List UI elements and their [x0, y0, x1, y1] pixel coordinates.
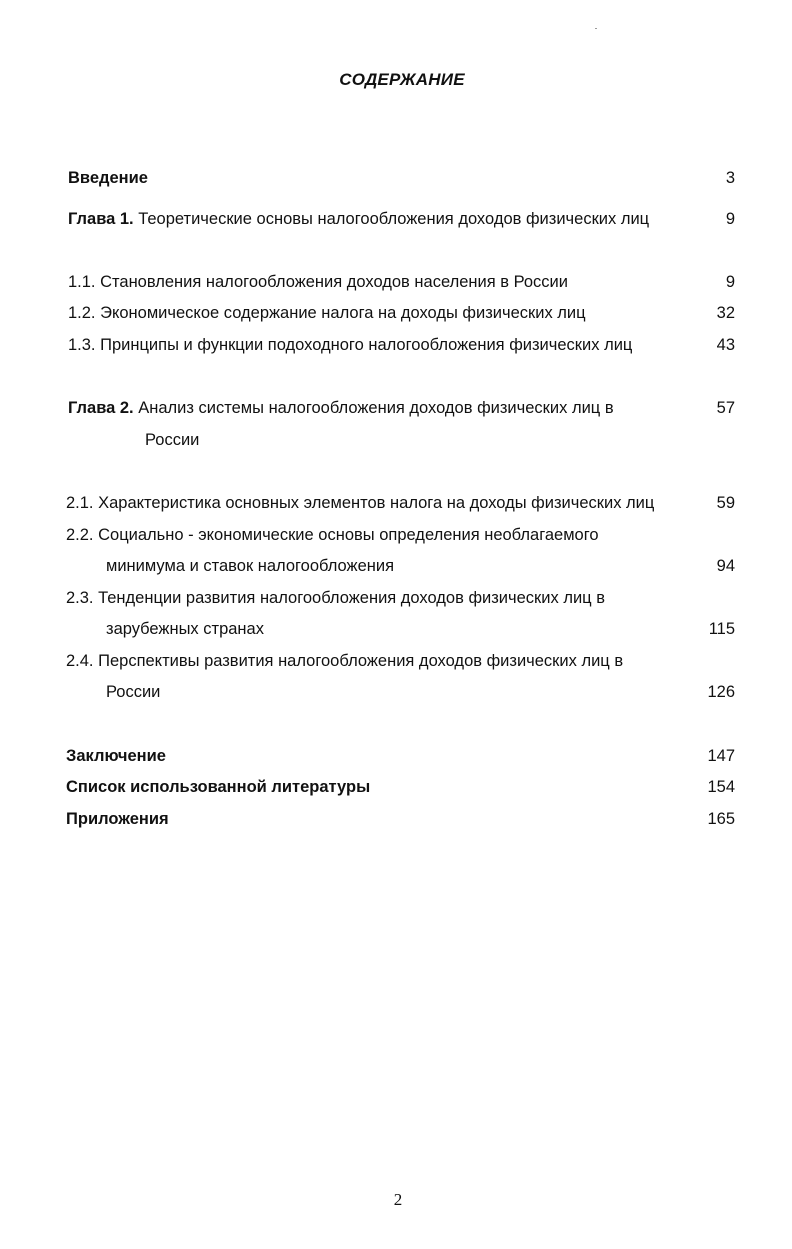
toc-entry-1-3 — [0, 333, 792, 357]
toc-entry-2-4-cont — [0, 680, 792, 704]
entry-text: зарубежных странах — [106, 620, 264, 638]
entry-page: 43 — [716, 336, 735, 354]
toc-entry-2-3-cont — [0, 617, 792, 641]
entry-page: 165 — [707, 810, 735, 828]
scan-speck — [595, 28, 597, 29]
entry-page: 147 — [707, 747, 735, 765]
entry-page: 59 — [716, 494, 735, 512]
entry-text: Теоретические основы налогообложения доходов физических лиц — [133, 210, 650, 228]
entry-text: 1.3. Принципы и функции подоходного налогообложения физических лиц — [68, 336, 633, 354]
entry-page: 94 — [716, 557, 735, 575]
entry-label: Глава 1. — [68, 210, 134, 228]
entry-page: 115 — [708, 620, 735, 638]
entry-text: России — [106, 683, 161, 701]
toc-entry-introduction — [0, 166, 792, 190]
toc-entry-2-3 — [0, 586, 792, 610]
toc-entry-2-2-cont — [0, 554, 792, 578]
page-title: СОДЕРЖАНИЕ — [339, 70, 465, 89]
toc-entry-chapter-1 — [0, 207, 792, 231]
toc-entry-2-4 — [0, 649, 792, 673]
entry-label: Глава 2. — [68, 399, 134, 417]
entry-text: минимума и ставок налогообложения — [106, 557, 395, 575]
entry-text: 1.2. Экономическое содержание налога на доходы физических лиц — [68, 304, 586, 322]
toc-entry-1-1 — [0, 270, 792, 294]
entry-text: 1.1. Становления налогообложения доходов населения в России — [68, 273, 568, 291]
entry-label: Заключение — [66, 747, 166, 765]
entry-label: Введение — [68, 169, 148, 187]
page-number: 2 — [393, 1190, 403, 1209]
entry-label: Приложения — [66, 810, 169, 828]
entry-page: 154 — [707, 778, 735, 796]
entry-label: Список использованной литературы — [66, 778, 371, 796]
entry-page: 9 — [725, 273, 735, 291]
entry-text: 2.2. Социально - экономические основы определения необлагаемого — [66, 526, 599, 544]
toc-entry-2-1 — [0, 491, 792, 515]
toc-entry-references — [0, 775, 792, 799]
entry-page: 9 — [725, 210, 735, 228]
entry-page: 57 — [716, 399, 735, 417]
toc-entry-2-2 — [0, 523, 792, 547]
entry-page: 3 — [725, 169, 735, 187]
entry-text: России — [145, 431, 200, 449]
entry-text: 2.1. Характеристика основных элементов налога на доходы физических лиц — [66, 494, 655, 512]
toc-entry-appendices — [0, 807, 792, 831]
entry-page: 126 — [707, 683, 735, 701]
entry-text: Анализ системы налогообложения доходов физических лиц в — [133, 399, 614, 417]
toc-entry-conclusion — [0, 744, 792, 768]
entry-text: 2.4. Перспективы развития налогообложения доходов физических лиц в — [66, 652, 624, 670]
entry-text: 2.3. Тенденции развития налогообложения доходов физических лиц в — [66, 589, 605, 607]
toc-entry-1-2 — [0, 301, 792, 325]
entry-page: 32 — [716, 304, 735, 322]
toc-entry-chapter-2 — [0, 396, 792, 420]
toc-entry-chapter-2-cont — [0, 428, 792, 452]
